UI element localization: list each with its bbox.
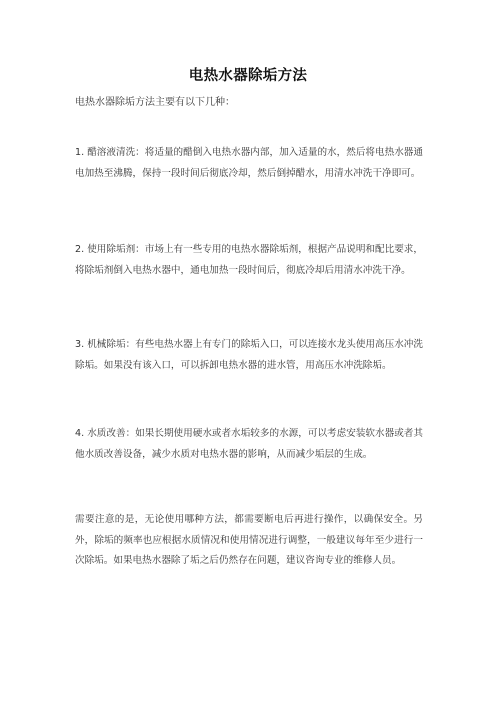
method-mechanical-paragraph: 3. 机械除垢：有些电热水器上有专门的除垢入口，可以连接水龙头使用高压水冲洗除垢。如果没有该入口，可以拆卸电热水器的进水管，用高压水冲洗除垢。 — [75, 339, 423, 371]
document-title: 电热水器除垢方法 — [188, 68, 308, 84]
method-descaler-paragraph: 2. 使用除垢剂：市场上有一些专用的电热水器除垢剂，根据产品说明和配比要求，将除垢剂倒入电热水器中，通电加热一段时间后，彻底冷却后用清水冲洗干净。 — [75, 244, 423, 276]
intro-text: 电热水器除垢方法主要有以下几种： — [75, 97, 235, 108]
method-water-quality-paragraph: 4. 水质改善：如果长期使用硬水或者水垢较多的水源，可以考虑安装软水器或者其他水质改善设备，减少水质对电热水器的影响，从而减少垢层的生成。 — [75, 428, 423, 460]
safety-note-paragraph: 需要注意的是，无论使用哪种方法，都需要断电后再进行操作，以确保安全。另外，除垢的频率也应根据水质情况和使用情况进行调整，一般建议每年至少进行一次除垢。如果电热水器除了垢之后仍然存在问题，建议咨询专业的维修人员。 — [75, 514, 423, 566]
method-vinegar-paragraph: 1. 醋溶液清洗：将适量的醋倒入电热水器内部，加入适量的水，然后将电热水器通电加热至沸腾，保持一段时间后彻底冷却，然后倒掉醋水，用清水冲洗干净即可。 — [75, 147, 423, 179]
